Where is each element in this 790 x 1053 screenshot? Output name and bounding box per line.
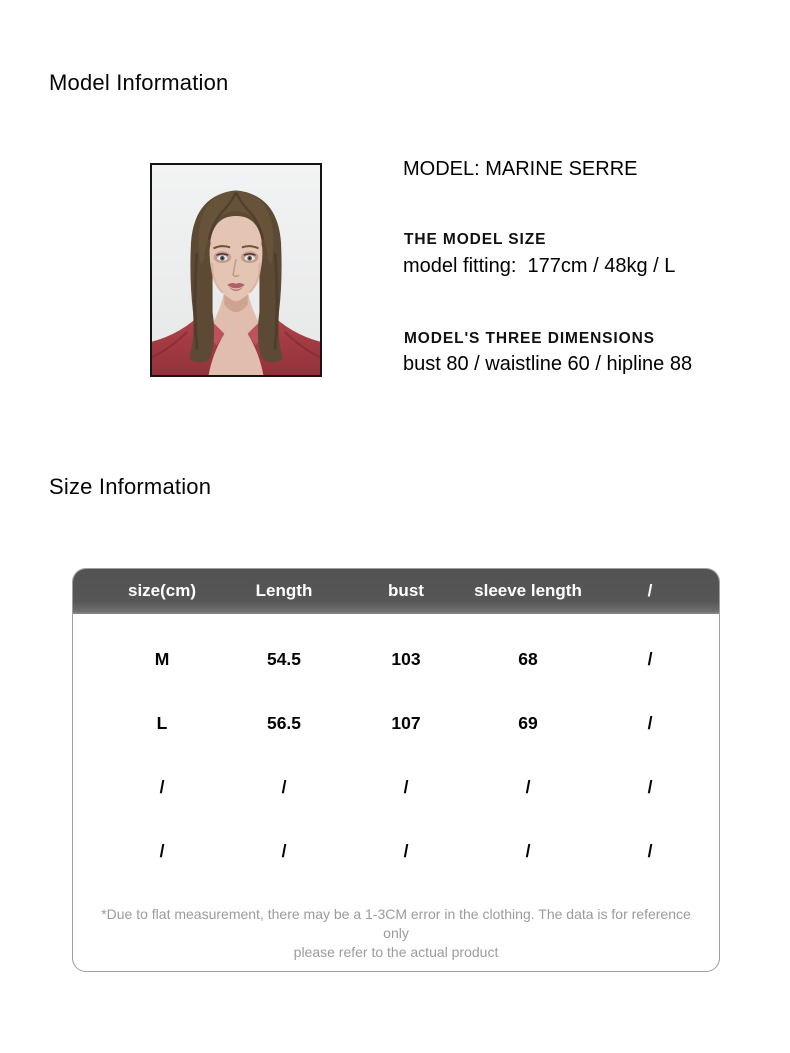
table-row [73,627,719,691]
column-header-slash: / [647,581,653,600]
size-table [72,568,720,972]
cell-slash: / [647,648,653,669]
model-dimensions-value: bust 80 / waistline 60 / hipline 88 [403,353,693,375]
disclaimer-line-2: please refer to the actual product [293,944,499,960]
column-header-bust: bust [388,581,424,600]
size-table-body [73,614,719,883]
cell-sleeve: 68 [518,648,538,669]
cell-slash: / [647,712,653,733]
size-information-heading: Size Information [49,474,212,499]
cell-sleeve: / [525,776,531,797]
cell-size: / [159,776,165,797]
model-photo [150,163,322,377]
cell-sleeve: 69 [518,712,538,733]
model-name: MODEL: MARINE SERRE [403,158,638,180]
cell-size: M [154,648,170,669]
model-size-label: THE MODEL SIZE [404,231,547,248]
cell-size: L [156,712,168,733]
cell-slash: / [647,840,653,861]
cell-sleeve: / [525,840,531,861]
cell-size: / [159,840,165,861]
cell-length: / [281,776,287,797]
column-header-size: size(cm) [127,581,197,600]
model-portrait-illustration [152,165,320,375]
column-header-sleeve-length: sleeve length [474,581,582,600]
cell-length: 56.5 [266,712,302,733]
cell-bust: / [403,776,409,797]
disclaimer-line-1: *Due to flat measurement, there may be a 1-3CM error in the clothing. The data is for reference only [101,906,691,941]
cell-length: 54.5 [266,648,302,669]
measurement-disclaimer [73,905,719,962]
model-size-value: model fitting: 177cm / 48kg / L [403,255,676,277]
model-dimensions-label: MODEL'S THREE DIMENSIONS [404,330,655,347]
cell-length: / [281,840,287,861]
cell-bust: / [403,840,409,861]
size-table-header-row [72,568,720,614]
cell-bust: 107 [391,712,421,733]
table-row [73,819,719,883]
table-row [73,755,719,819]
cell-slash: / [647,776,653,797]
model-information-heading: Model Information [49,70,229,95]
table-row [73,691,719,755]
cell-bust: 103 [391,648,421,669]
column-header-length: Length [255,581,313,600]
